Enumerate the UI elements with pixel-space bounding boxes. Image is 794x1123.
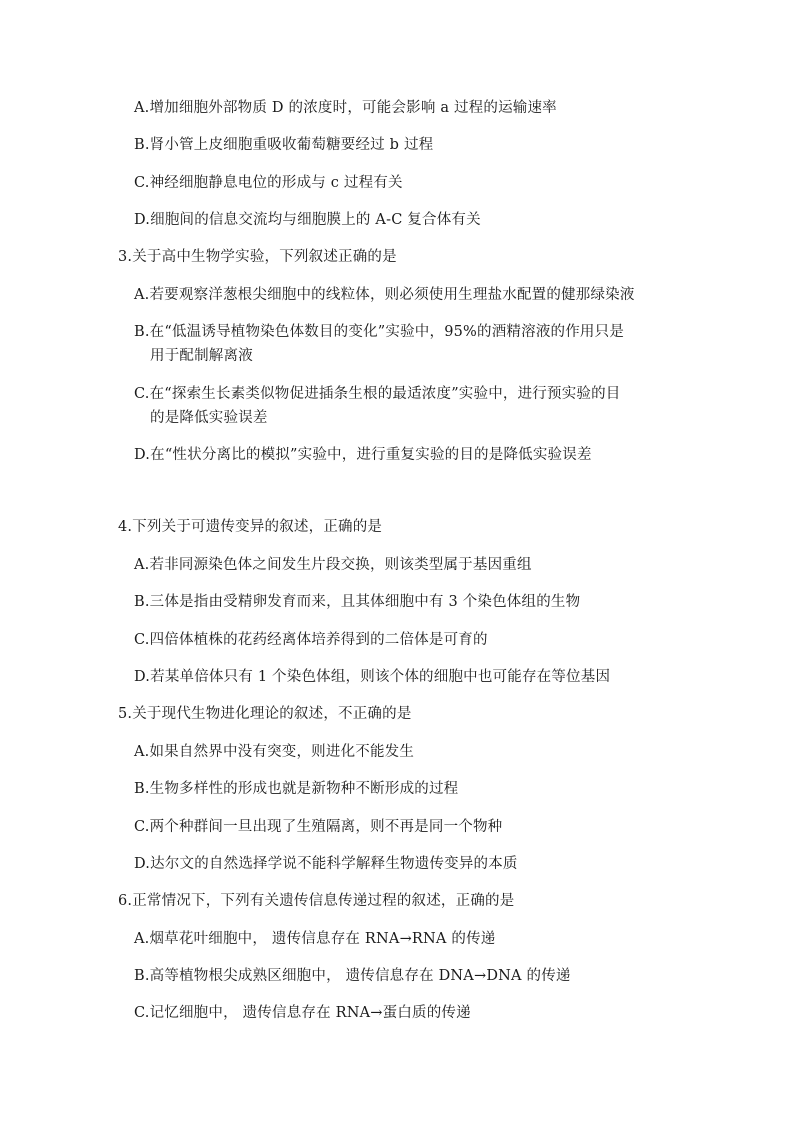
q2-option-b: B.肾小管上皮细胞重吸收葡萄糖要经过 b 过程 (134, 137, 434, 153)
q3-option-d: D.在“性状分离比的模拟”实验中，进行重复实验的目的是降低实验误差 (134, 447, 592, 463)
q6-option-a: A.烟草花叶细胞中， 遗传信息存在 RNA→RNA 的传递 (134, 931, 496, 947)
q2-option-d: D.细胞间的信息交流均与细胞膜上的 A-C 复合体有关 (134, 212, 481, 228)
q4-option-d: D.若某单倍体只有 1 个染色体组，则该个体的细胞中也可能存在等位基因 (134, 669, 611, 685)
q3-stem: 3.关于高中生物学实验，下列叙述正确的是 (118, 249, 397, 265)
q4-stem: 4.下列关于可遗传变异的叙述，正确的是 (118, 519, 383, 535)
q3-option-b-cont: 用于配制解离液 (150, 348, 253, 364)
q6-option-b: B.高等植物根尖成熟区细胞中， 遗传信息存在 DNA→DNA 的传递 (134, 968, 571, 984)
q4-option-c: C.四倍体植株的花药经离体培养得到的二倍体是可育的 (134, 632, 488, 648)
q4-option-a: A.若非同源染色体之间发生片段交换，则该类型属于基因重组 (134, 557, 532, 573)
q5-option-d: D.达尔文的自然选择学说不能科学解释生物遗传变异的本质 (134, 856, 518, 872)
q5-option-a: A.如果自然界中没有突变，则进化不能发生 (134, 744, 415, 760)
q5-option-b: B.生物多样性的形成也就是新物种不断形成的过程 (134, 781, 459, 797)
q2-option-a: A.增加细胞外部物质 D 的浓度时，可能会影响 a 过程的运输速率 (134, 100, 557, 116)
q3-option-b: B.在“低温诱导植物染色体数目的变化”实验中，95%的酒精溶液的作用只是 (134, 324, 625, 340)
q3-option-c: C.在“探索生长素类似物促进插条生根的最适浓度”实验中，进行预实验的目 (134, 386, 621, 402)
q5-option-c: C.两个种群间一旦出现了生殖隔离，则不再是同一个物种 (134, 819, 503, 835)
q5-stem: 5.关于现代生物进化理论的叙述，不正确的是 (118, 706, 412, 722)
q4-option-b: B.三体是指由受精卵发育而来，且其体细胞中有 3 个染色体组的生物 (134, 594, 581, 610)
q6-stem: 6.正常情况下，下列有关遗传信息传递过程的叙述，正确的是 (118, 893, 515, 909)
q3-option-a: A.若要观察洋葱根尖细胞中的线粒体，则必须使用生理盐水配置的健那绿染液 (134, 287, 635, 303)
q3-option-c-cont: 的是降低实验误差 (150, 410, 268, 426)
q6-option-c: C.记忆细胞中， 遗传信息存在 RNA→蛋白质的传递 (134, 1005, 471, 1021)
q2-option-c: C.神经细胞静息电位的形成与 c 过程有关 (134, 175, 403, 191)
